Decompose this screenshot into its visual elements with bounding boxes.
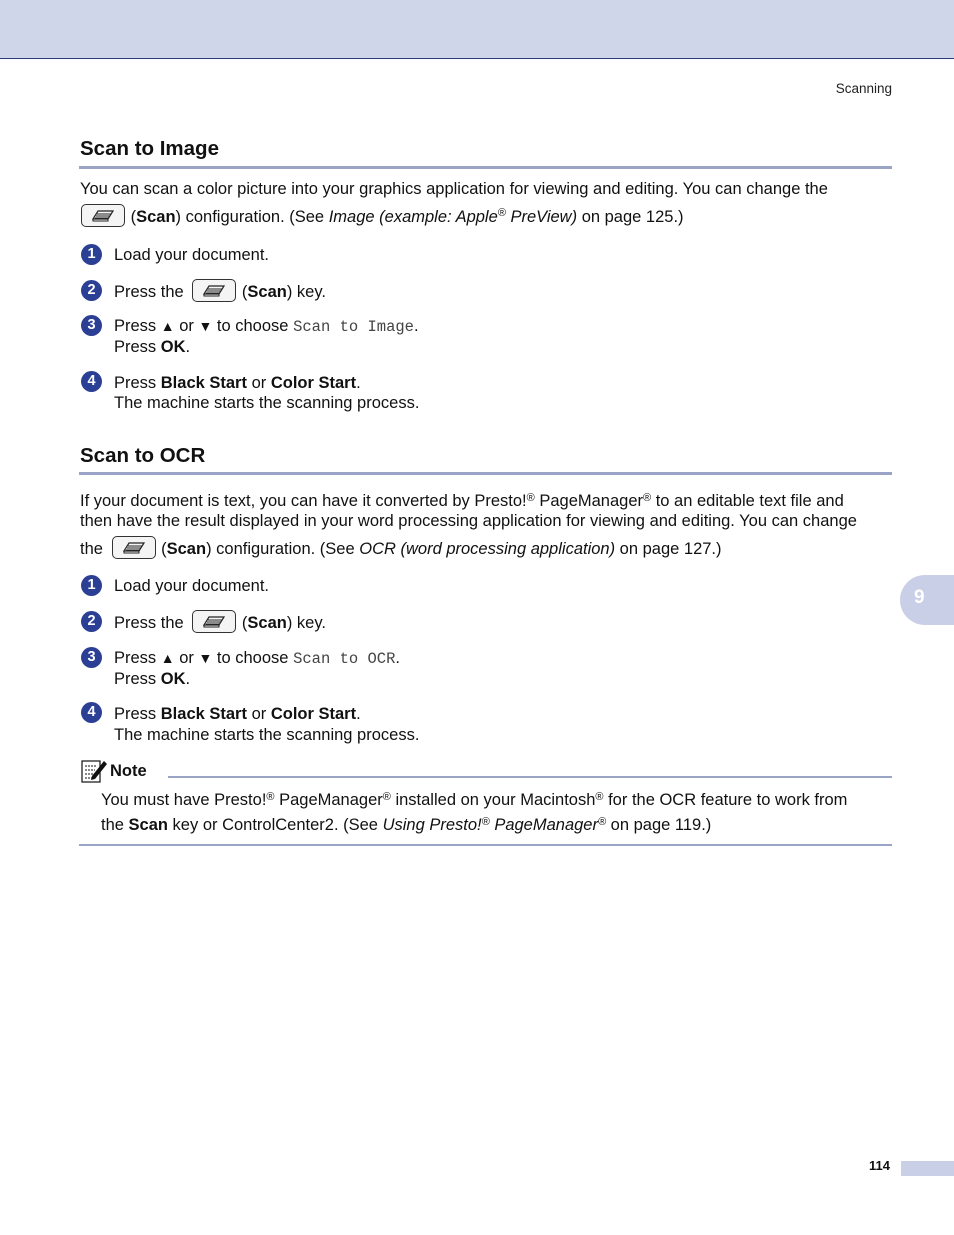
step-number-badge: 2 <box>81 611 102 632</box>
step-number-badge: 3 <box>81 315 102 336</box>
cross-reference: Using Presto!® PageManager® <box>382 816 607 834</box>
scanner-key-icon <box>192 279 236 302</box>
scanner-key-icon <box>192 610 236 633</box>
note-bottom-rule <box>79 844 892 846</box>
running-header: Scanning <box>835 81 892 96</box>
step-text: Load your document. <box>114 577 270 595</box>
intro-paragraph-line: the (Scan) configuration. (See OCR (word processing application) on page 127.) <box>80 538 722 561</box>
step-text: The machine starts the scanning process. <box>114 394 420 412</box>
top-header-band <box>0 0 954 59</box>
down-arrow-icon: ▼ <box>198 650 213 666</box>
step-text: Press the (Scan) key. <box>114 281 326 304</box>
section-title-scan-to-image: Scan to Image <box>80 137 219 160</box>
step-text: Load your document. <box>114 246 270 264</box>
note-text: You must have Presto!® PageManager® installed on your Macintosh® for the OCR feature to work from <box>101 791 848 809</box>
intro-paragraph-line: You can scan a color picture into your graphics application for viewing and editing. You can change the <box>80 180 828 198</box>
section-rule <box>79 472 892 475</box>
intro-paragraph-line: then have the result displayed in your word processing application for viewing and editing. You can change <box>80 512 857 530</box>
note-top-rule <box>168 776 892 778</box>
intro-paragraph-line: If your document is text, you can have it converted by Presto!® PageManager® to an editable text file and <box>80 492 844 510</box>
step-text: Press the (Scan) key. <box>114 612 326 635</box>
up-arrow-icon: ▲ <box>160 318 175 334</box>
step-number-badge: 4 <box>81 371 102 392</box>
step-text: Press Black Start or Color Start. <box>114 374 361 392</box>
step-text: Press ▲ or ▼ to choose Scan to Image. <box>114 317 419 336</box>
scanner-key-icon <box>81 204 125 227</box>
down-arrow-icon: ▼ <box>198 318 213 334</box>
scanner-key-icon <box>112 536 156 559</box>
section-rule <box>79 166 892 169</box>
section-title-scan-to-ocr: Scan to OCR <box>80 444 206 467</box>
step-number-badge: 1 <box>81 244 102 265</box>
step-text: Press Black Start or Color Start. <box>114 705 361 723</box>
cross-reference: OCR (word processing application) <box>359 539 616 558</box>
step-text: Press OK. <box>114 338 191 356</box>
step-number-badge: 2 <box>81 280 102 301</box>
page-number: 114 <box>869 1158 890 1173</box>
chapter-tab: 9 <box>900 575 954 625</box>
intro-paragraph-line: (Scan) configuration. (See Image (example: Apple® PreView) on page 125.) <box>80 206 684 229</box>
note-label: Note <box>110 762 147 780</box>
note-pencil-icon <box>80 758 108 784</box>
step-text: Press OK. <box>114 670 191 688</box>
note-text: the Scan key or ControlCenter2. (See Using Presto!® PageManager® on page 119.) <box>101 816 712 834</box>
lcd-option: Scan to Image <box>293 318 414 336</box>
step-text: The machine starts the scanning process. <box>114 726 420 744</box>
lcd-option: Scan to OCR <box>293 650 396 668</box>
step-number-badge: 4 <box>81 702 102 723</box>
step-number-badge: 3 <box>81 647 102 668</box>
step-text: Press ▲ or ▼ to choose Scan to OCR. <box>114 649 400 668</box>
cross-reference: Image (example: Apple® PreView) <box>328 207 578 226</box>
page-footer-bar <box>901 1161 954 1176</box>
step-number-badge: 1 <box>81 575 102 596</box>
up-arrow-icon: ▲ <box>160 650 175 666</box>
